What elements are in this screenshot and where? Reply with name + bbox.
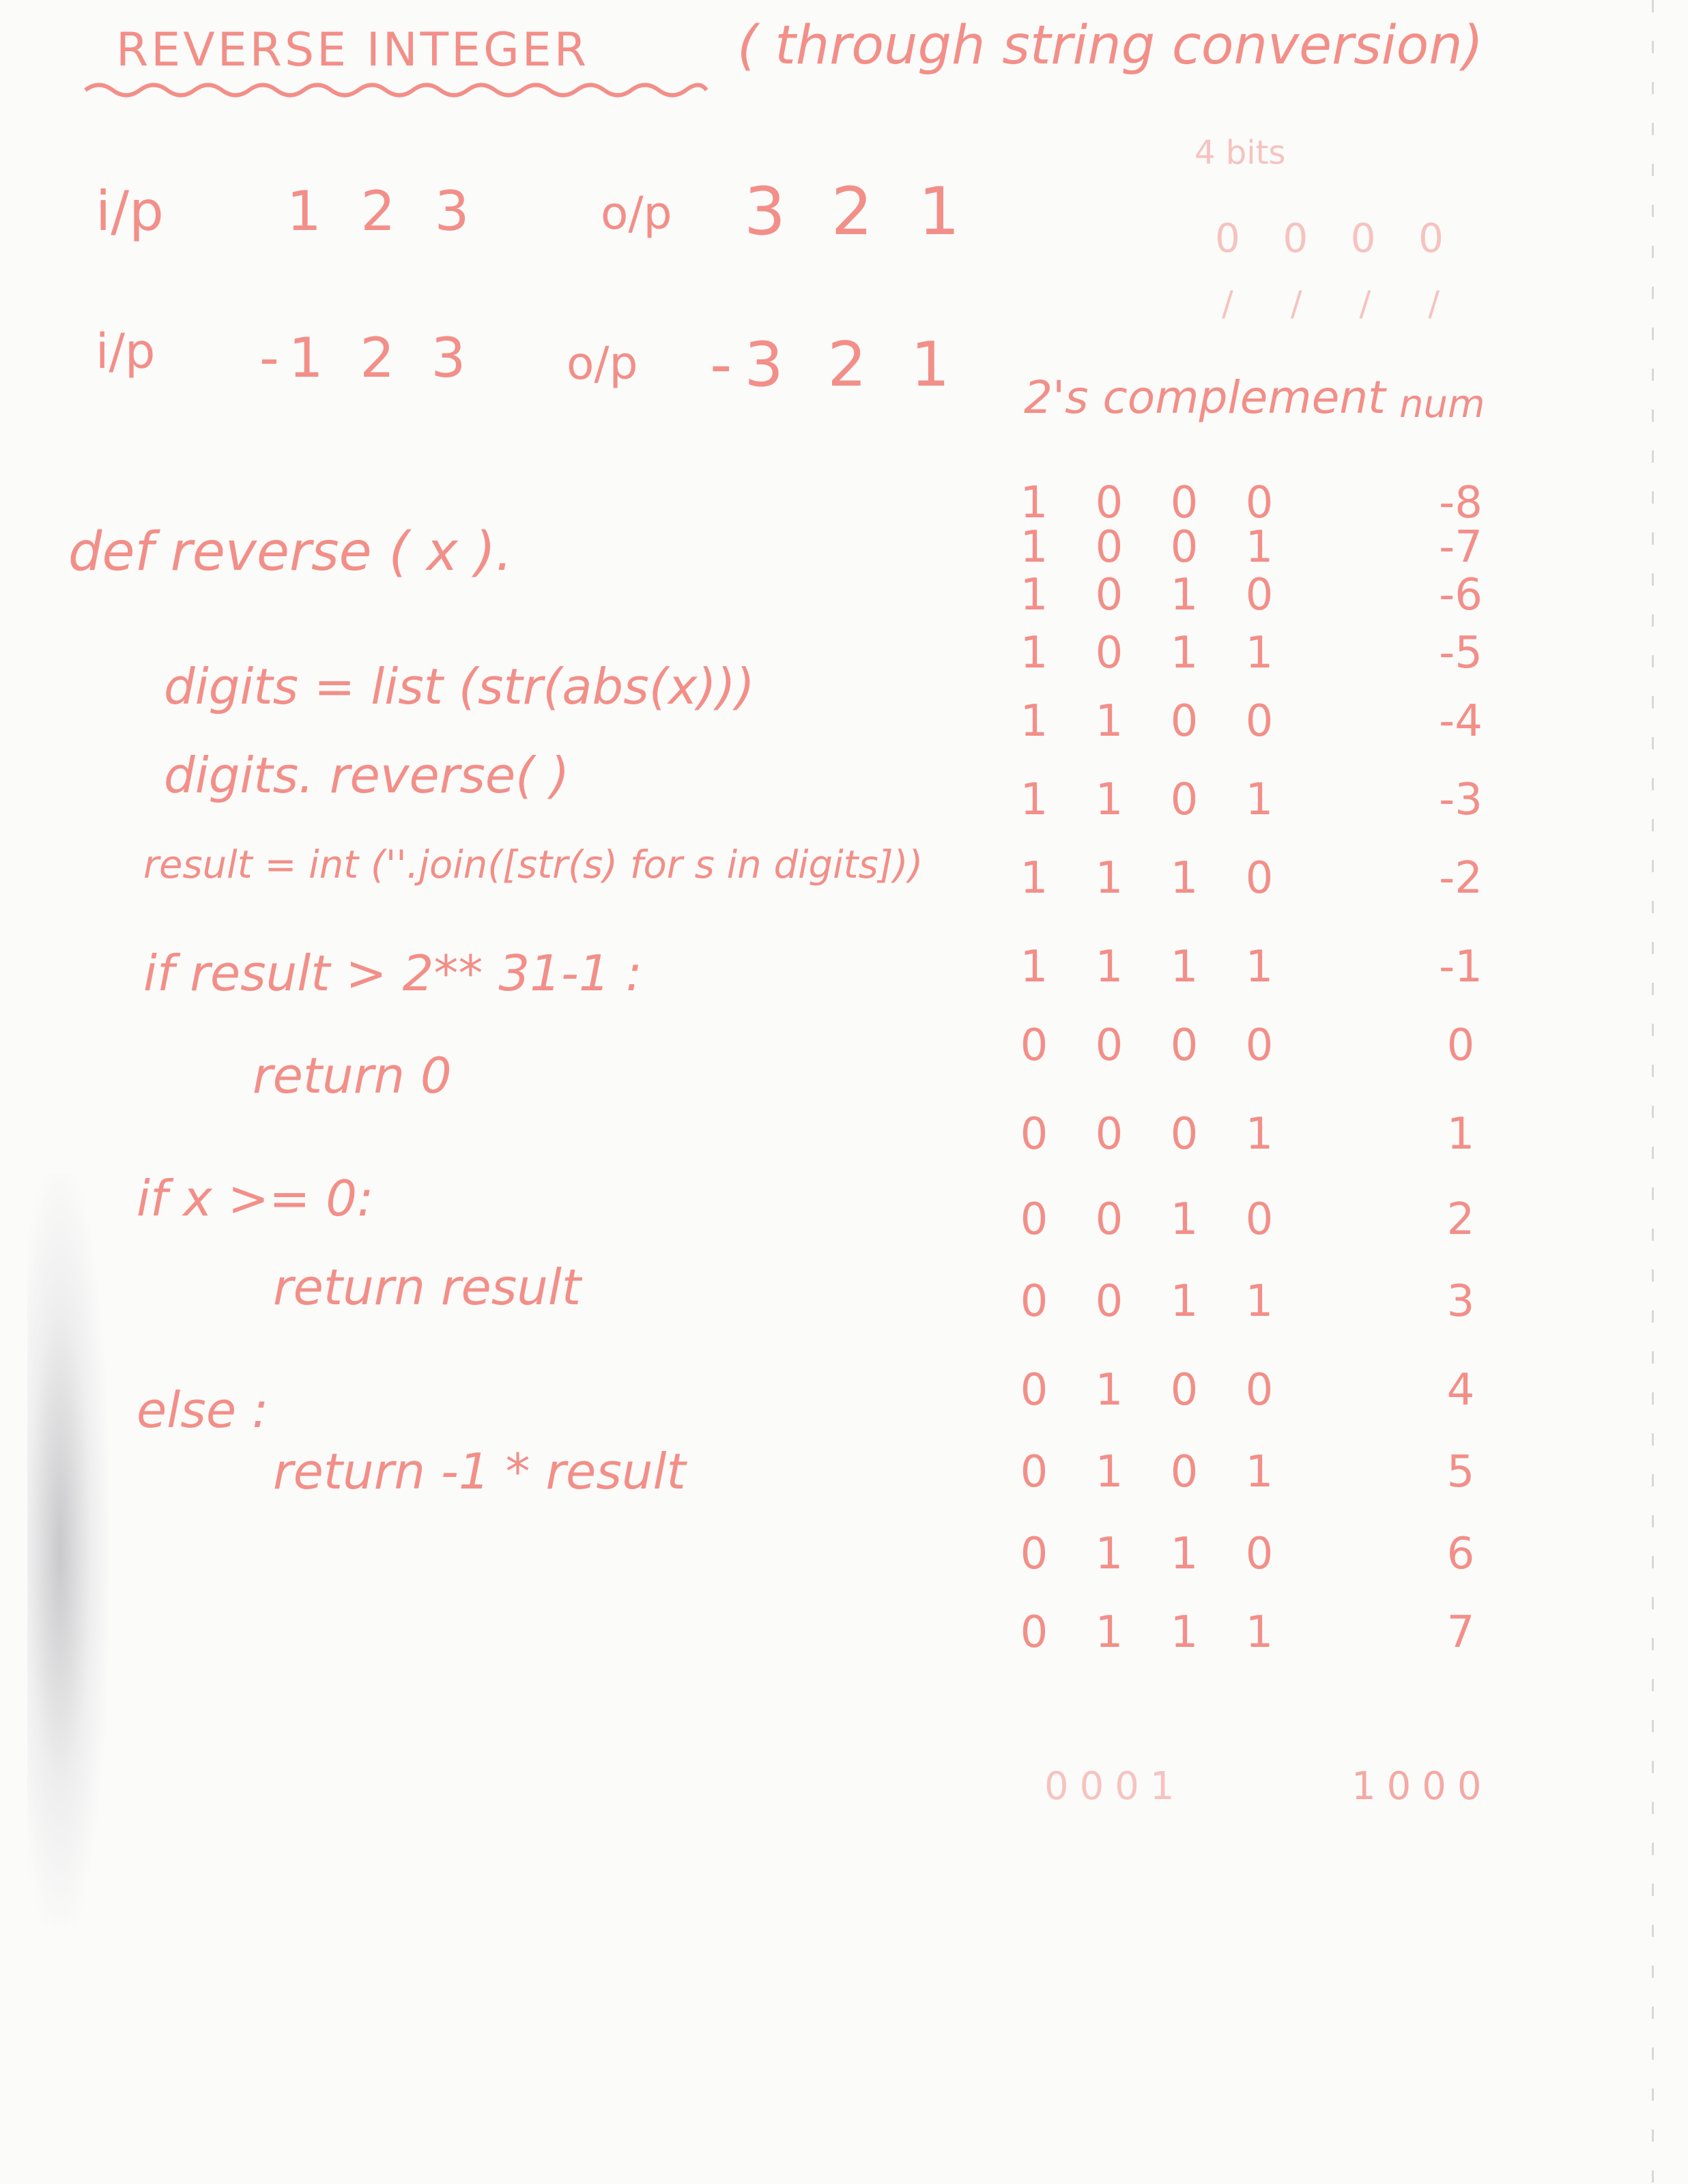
table-bit-cell: 0 <box>1095 628 1124 678</box>
table-bit-cell: 0 <box>1170 1447 1199 1497</box>
table-bit-cell: 1 <box>1245 1276 1274 1327</box>
code-line-digits-list: digits = list (str(abs(x))) <box>164 658 755 715</box>
title-subtitle: ( through string conversion) <box>737 15 1484 76</box>
output2-value: -3 2 1 <box>710 329 962 401</box>
table-bit-cell: 1 <box>1170 1607 1199 1658</box>
code-line-result-join: result = int (''.join([str(s) for s in digits])) <box>143 843 924 887</box>
table-bit-cell: 0 <box>1020 1607 1048 1658</box>
table-bit-cell: 0 <box>1245 1194 1274 1245</box>
table-bit-cell: 0 <box>1170 696 1199 747</box>
table-bit-cell: 1 <box>1020 628 1048 678</box>
table-bit-cell: 1 <box>1245 628 1274 678</box>
table-num-cell: 2 <box>1446 1194 1475 1245</box>
table-bit-cell: 1 <box>1095 853 1124 904</box>
table-bit-cell: 1 <box>1020 942 1048 992</box>
footer-right-bits: 1000 <box>1351 1764 1493 1809</box>
footer-left-bits: 0001 <box>1044 1764 1186 1809</box>
table-bit-cell: 0 <box>1170 1109 1199 1160</box>
table-bit-cell: 0 <box>1020 1365 1048 1416</box>
input1-value: 1 2 3 <box>287 179 481 243</box>
table-num-cell: -8 <box>1439 478 1483 528</box>
title-underline-squiggle <box>82 76 710 104</box>
table-bit-cell: 1 <box>1170 942 1199 992</box>
table-bit-cell: 0 <box>1245 478 1274 528</box>
table-bit-cell: 1 <box>1095 696 1124 747</box>
table-bit-cell: 0 <box>1245 1365 1274 1416</box>
table-bit-cell: 0 <box>1095 1194 1124 1245</box>
table-bit-cell: 0 <box>1095 570 1124 620</box>
output1-label: o/p <box>601 187 672 240</box>
table-bit-cell: 0 <box>1245 853 1274 904</box>
table-num-cell: 4 <box>1446 1365 1475 1416</box>
table-bit-cell: 0 <box>1245 1020 1274 1071</box>
output1-value: 3 2 1 <box>744 173 973 250</box>
code-line-digits-reverse: digits. reverse( ) <box>164 747 570 804</box>
table-bit-cell: 0 <box>1020 1109 1048 1160</box>
table-bit-cell: 1 <box>1095 1607 1124 1658</box>
table-num-cell: 7 <box>1446 1607 1475 1658</box>
table-header-num: num <box>1399 382 1485 427</box>
table-bit-cell: 0 <box>1245 696 1274 747</box>
table-bit-cell: 1 <box>1095 1529 1124 1579</box>
table-bit-cell: 1 <box>1020 570 1048 620</box>
code-def-line: def reverse ( x ). <box>68 521 513 583</box>
table-bit-cell: 0 <box>1020 1276 1048 1327</box>
table-num-cell: -6 <box>1439 570 1483 620</box>
table-bit-cell: 1 <box>1020 696 1048 747</box>
bits-header-label: 4 bits <box>1195 134 1286 172</box>
table-bit-cell: 1 <box>1245 1109 1274 1160</box>
table-bit-cell: 0 <box>1095 1276 1124 1327</box>
table-bit-cell: 1 <box>1245 1447 1274 1497</box>
table-num-cell: -7 <box>1439 522 1483 573</box>
table-num-cell: 6 <box>1446 1529 1475 1579</box>
table-bit-cell: 0 <box>1170 775 1199 825</box>
table-num-cell: -3 <box>1439 775 1483 825</box>
code-line-return-negative: return -1 * result <box>273 1443 686 1500</box>
table-bit-cell: 1 <box>1020 853 1048 904</box>
input1-label: i/p <box>96 179 164 243</box>
bits-header-ticks: / / / / <box>1222 284 1463 324</box>
input2-label: i/p <box>96 324 156 379</box>
table-num-cell: 1 <box>1446 1109 1475 1160</box>
table-bit-cell: 1 <box>1170 1276 1199 1327</box>
table-bit-cell: 1 <box>1095 775 1124 825</box>
table-num-cell: -1 <box>1439 942 1483 992</box>
table-bit-cell: 0 <box>1170 1365 1199 1416</box>
table-bit-cell: 1 <box>1245 942 1274 992</box>
table-bit-cell: 0 <box>1170 478 1199 528</box>
table-bit-cell: 0 <box>1095 478 1124 528</box>
table-bit-cell: 1 <box>1020 478 1048 528</box>
code-line-return-result: return result <box>273 1259 582 1316</box>
table-bit-cell: 1 <box>1170 1194 1199 1245</box>
table-bit-cell: 0 <box>1245 570 1274 620</box>
table-bit-cell: 1 <box>1245 775 1274 825</box>
table-bit-cell: 1 <box>1020 522 1048 573</box>
table-bit-cell: 0 <box>1020 1020 1048 1071</box>
code-line-if-nonnegative: if x >= 0: <box>137 1170 374 1227</box>
table-bit-cell: 1 <box>1170 853 1199 904</box>
bits-header-zeros: 0 0 0 0 <box>1215 215 1459 261</box>
table-num-cell: -4 <box>1439 696 1483 747</box>
table-bit-cell: 1 <box>1170 628 1199 678</box>
table-bit-cell: 1 <box>1170 570 1199 620</box>
table-bit-cell: 0 <box>1020 1529 1048 1579</box>
table-num-cell: 5 <box>1446 1447 1475 1497</box>
code-line-if-overflow: if result > 2** 31-1 : <box>143 945 642 1002</box>
table-bit-cell: 0 <box>1245 1529 1274 1579</box>
table-num-cell: 3 <box>1446 1276 1475 1327</box>
table-bit-cell: 1 <box>1245 1607 1274 1658</box>
table-bit-cell: 0 <box>1095 1109 1124 1160</box>
table-bit-cell: 0 <box>1095 522 1124 573</box>
table-bit-cell: 1 <box>1170 1529 1199 1579</box>
page-edge-shadow <box>27 1174 109 1925</box>
table-bit-cell: 0 <box>1095 1020 1124 1071</box>
table-bit-cell: 1 <box>1095 942 1124 992</box>
output2-label: o/p <box>567 337 638 390</box>
title-main: REVERSE INTEGER <box>116 23 590 77</box>
table-bit-cell: 0 <box>1170 522 1199 573</box>
table-bit-cell: 1 <box>1245 522 1274 573</box>
code-line-return-zero: return 0 <box>253 1047 452 1104</box>
page-right-edge <box>1652 0 1654 2184</box>
table-bit-cell: 0 <box>1020 1447 1048 1497</box>
table-header-twos-complement: 2's complement <box>1024 371 1386 424</box>
code-line-else: else : <box>137 1381 269 1439</box>
input2-value: -1 2 3 <box>259 326 476 390</box>
table-bit-cell: 0 <box>1020 1194 1048 1245</box>
table-num-cell: -2 <box>1439 853 1483 904</box>
table-bit-cell: 1 <box>1020 775 1048 825</box>
table-bit-cell: 1 <box>1095 1365 1124 1416</box>
table-num-cell: 0 <box>1446 1020 1475 1071</box>
table-num-cell: -5 <box>1439 628 1483 678</box>
table-bit-cell: 1 <box>1095 1447 1124 1497</box>
table-bit-cell: 0 <box>1170 1020 1199 1071</box>
